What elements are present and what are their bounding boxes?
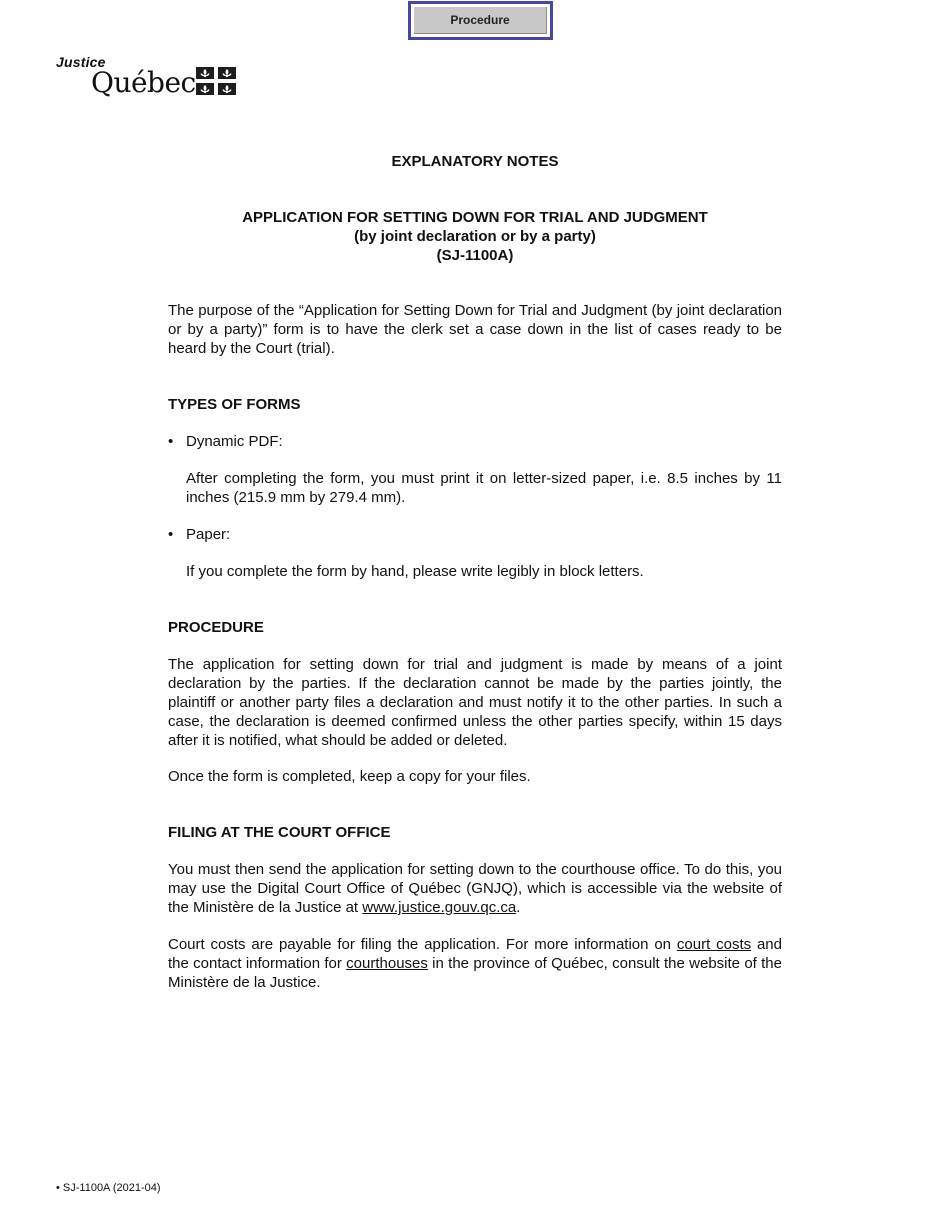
procedure-button[interactable]	[408, 1, 553, 40]
bullet-dot-icon: •	[168, 526, 174, 543]
notes-title: EXPLANATORY NOTES	[391, 153, 559, 170]
procedure-button-label: Procedure	[414, 7, 547, 34]
bullet-dot-icon: •	[168, 433, 174, 450]
courthouses-link[interactable]: courthouses	[346, 955, 428, 972]
bullet-dynamic-pdf-label: Dynamic PDF:	[186, 433, 283, 450]
justice-quebec-logo	[56, 54, 246, 102]
logo-quebec-word: Québec	[91, 66, 196, 99]
form-title-line-2: (by joint declaration or by a party)	[354, 228, 596, 245]
procedure-heading: PROCEDURE	[168, 619, 264, 636]
court-costs-link[interactable]: court costs	[676, 936, 752, 953]
procedure-paragraph-2: Once the form is completed, keep a copy for your files.	[168, 768, 531, 785]
logo-justice-word: Justice	[56, 54, 106, 70]
types-of-forms-heading: TYPES OF FORMS	[168, 396, 301, 413]
intro-paragraph: The purpose of the “Application for Setting Down for Trial and Judgment (by joint declaration or by a party)” form is to have the clerk set a case down in the list of cases ready to be heard by the Court (trial).	[168, 302, 782, 357]
filing-p2-text-a: Court costs are payable for filing the application. For more information on	[168, 936, 677, 953]
filing-paragraph-1	[168, 860, 782, 917]
filing-p1-text-a: You must then send the application for setting down to the courthouse office. To do this, you may use the Digital Court Office of Québec (GNJQ), which is accessible via the website of the Ministère de la Justice at	[168, 861, 782, 916]
justice-website-link[interactable]: www.justice.gouv.qc.ca	[362, 899, 517, 916]
form-title-line-1: APPLICATION FOR SETTING DOWN FOR TRIAL AND JUDGMENT	[242, 209, 708, 226]
filing-p2-text-c: in the province of Québec, consult the website of the Ministère de la Justice.	[168, 955, 782, 991]
filing-p1-text-b: .	[516, 899, 521, 916]
fleurdelise-flag-icon	[196, 67, 236, 95]
form-title-line-3: (SJ-1100A)	[436, 247, 514, 264]
filing-heading: FILING AT THE COURT OFFICE	[168, 824, 391, 841]
procedure-paragraph-1: The application for setting down for trial and judgment is made by means of a joint declaration by the parties. If the declaration cannot be made by the parties jointly, the plaintiff or another party files a declaration and must notify it to the other parties. In such a case, the declaration is deemed confirmed unless the other parties specify, within 15 days after it is notified, what should be added or deleted.	[168, 656, 782, 749]
paper-paragraph: If you complete the form by hand, please write legibly in block letters.	[186, 563, 644, 580]
bullet-paper-label: Paper:	[186, 526, 231, 543]
filing-paragraph-2	[168, 935, 782, 992]
dynamic-pdf-paragraph: After completing the form, you must print it on letter-sized paper, i.e. 8.5 inches by 11 inches (215.9 mm by 279.4 mm).	[186, 470, 782, 506]
form-code-footer: • SJ-1100A (2021-04)	[56, 1182, 161, 1194]
filing-p2-text-b: and the contact information for	[168, 936, 782, 972]
